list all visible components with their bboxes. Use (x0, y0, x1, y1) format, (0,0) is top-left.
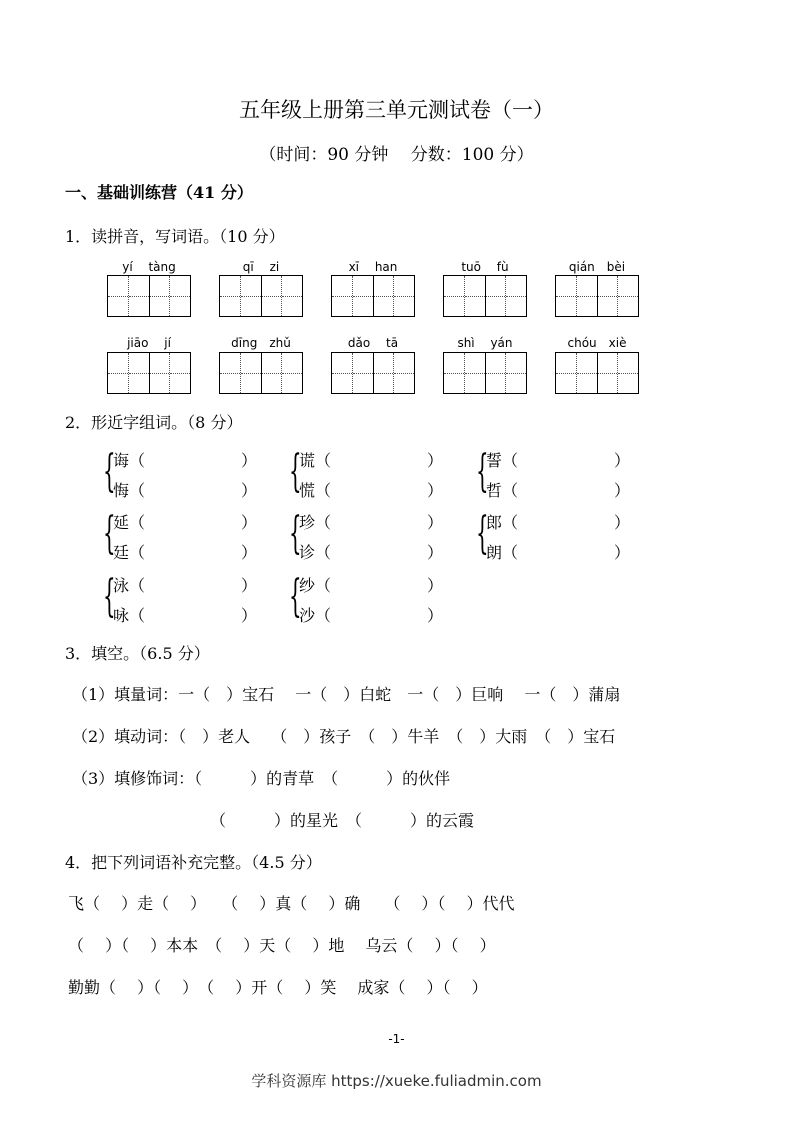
writing-grid[interactable] (107, 275, 191, 317)
writing-grid[interactable] (107, 352, 191, 394)
word-pair-item: 延（ ） (113, 513, 258, 532)
word-pair-item: 珍（ ） (299, 513, 444, 532)
section-heading: 一、基础训练营（41 分） (65, 183, 253, 202)
word-pair-item: 泳（ ） (113, 576, 258, 595)
pinyin-label: shì yán (457, 336, 513, 350)
word-pair-item: 朗（ ） (486, 543, 631, 562)
word-pair-item: 纱（ ） (299, 576, 444, 595)
page-number: -1- (388, 1032, 405, 1046)
writing-grid[interactable] (331, 352, 415, 394)
word-pair-item: 沙（ ） (299, 606, 444, 625)
page-title: 五年级上册第三单元测试卷（一） (239, 98, 554, 122)
question-1-heading: 1．读拼音，写词语。（10 分） (65, 227, 285, 246)
idiom-line-1: 飞（ ）走（ ） （ ）真（ ）确 （ ）（ ）代代 (68, 894, 515, 913)
word-pair-item: 郎（ ） (486, 513, 631, 532)
pinyin-label: jiāo jí (127, 336, 171, 350)
brace-icon: { (289, 508, 302, 559)
pinyin-label: tuō fù (461, 260, 509, 274)
word-pair-item: 谎（ ） (299, 451, 444, 470)
writing-grid[interactable] (555, 275, 639, 317)
writing-grid[interactable] (219, 352, 303, 394)
brace-icon: { (289, 446, 302, 497)
source-footer: 学科资源库 https://xueke.fuliadmin.com (251, 1072, 542, 1090)
brace-icon: { (103, 508, 116, 559)
pinyin-label: qián bèi (568, 260, 626, 274)
fill-line-1: （1）填量词：一（ ）宝石 一（ ）白蛇 一（ ）巨响 一（ ）蒲扇 (72, 685, 621, 704)
pinyin-label: chóu xiè (567, 336, 627, 350)
writing-grid[interactable] (219, 275, 303, 317)
word-pair-item: 诲（ ） (113, 451, 258, 470)
word-pair-item: 哲（ ） (486, 481, 631, 500)
writing-grid[interactable] (331, 275, 415, 317)
word-pair-item: 廷（ ） (113, 543, 258, 562)
writing-grid[interactable] (443, 275, 527, 317)
idiom-line-3: 勤勤（ ）（ ） （ ）开（ ）笑 成家（ ）（ ） (68, 978, 488, 997)
exam-info: （时间：90 分钟 分数：100 分） (259, 145, 534, 165)
word-pair-item: 慌（ ） (299, 481, 444, 500)
brace-icon: { (476, 508, 489, 559)
pinyin-label: yí tàng (122, 260, 176, 274)
brace-icon: { (103, 446, 116, 497)
brace-icon: { (103, 571, 116, 622)
fill-line-2: （2）填动词：（ ）老人 （ ）孩子 （ ）牛羊 （ ）大雨 （ ）宝石 (72, 727, 616, 746)
word-pair-item: 悔（ ） (113, 481, 258, 500)
word-pair-item: 誓（ ） (486, 451, 631, 470)
writing-grid[interactable] (555, 352, 639, 394)
question-4-heading: 4．把下列词语补充完整。（4.5 分） (65, 853, 322, 872)
word-pair-item: 诊（ ） (299, 543, 444, 562)
question-2-heading: 2．形近字组词。（8 分） (65, 413, 243, 432)
question-3-heading: 3．填空。（6.5 分） (65, 644, 210, 663)
pinyin-label: dīng zhǔ (231, 336, 291, 350)
brace-icon: { (476, 446, 489, 497)
pinyin-label: xī han (348, 260, 398, 274)
fill-line-4: （ ）的星光 （ ）的云霞 (210, 811, 475, 830)
fill-line-3: （3）填修饰词：（ ）的青草 （ ）的伙伴 (72, 769, 451, 788)
writing-grid[interactable] (443, 352, 527, 394)
pinyin-label: dǎo tā (347, 336, 399, 350)
pinyin-label: qī zi (242, 260, 280, 274)
idiom-line-2: （ ）（ ）本本 （ ）天（ ）地 乌云（ ）（ ） (68, 936, 496, 955)
word-pair-item: 咏（ ） (113, 606, 258, 625)
brace-icon: { (289, 571, 302, 622)
